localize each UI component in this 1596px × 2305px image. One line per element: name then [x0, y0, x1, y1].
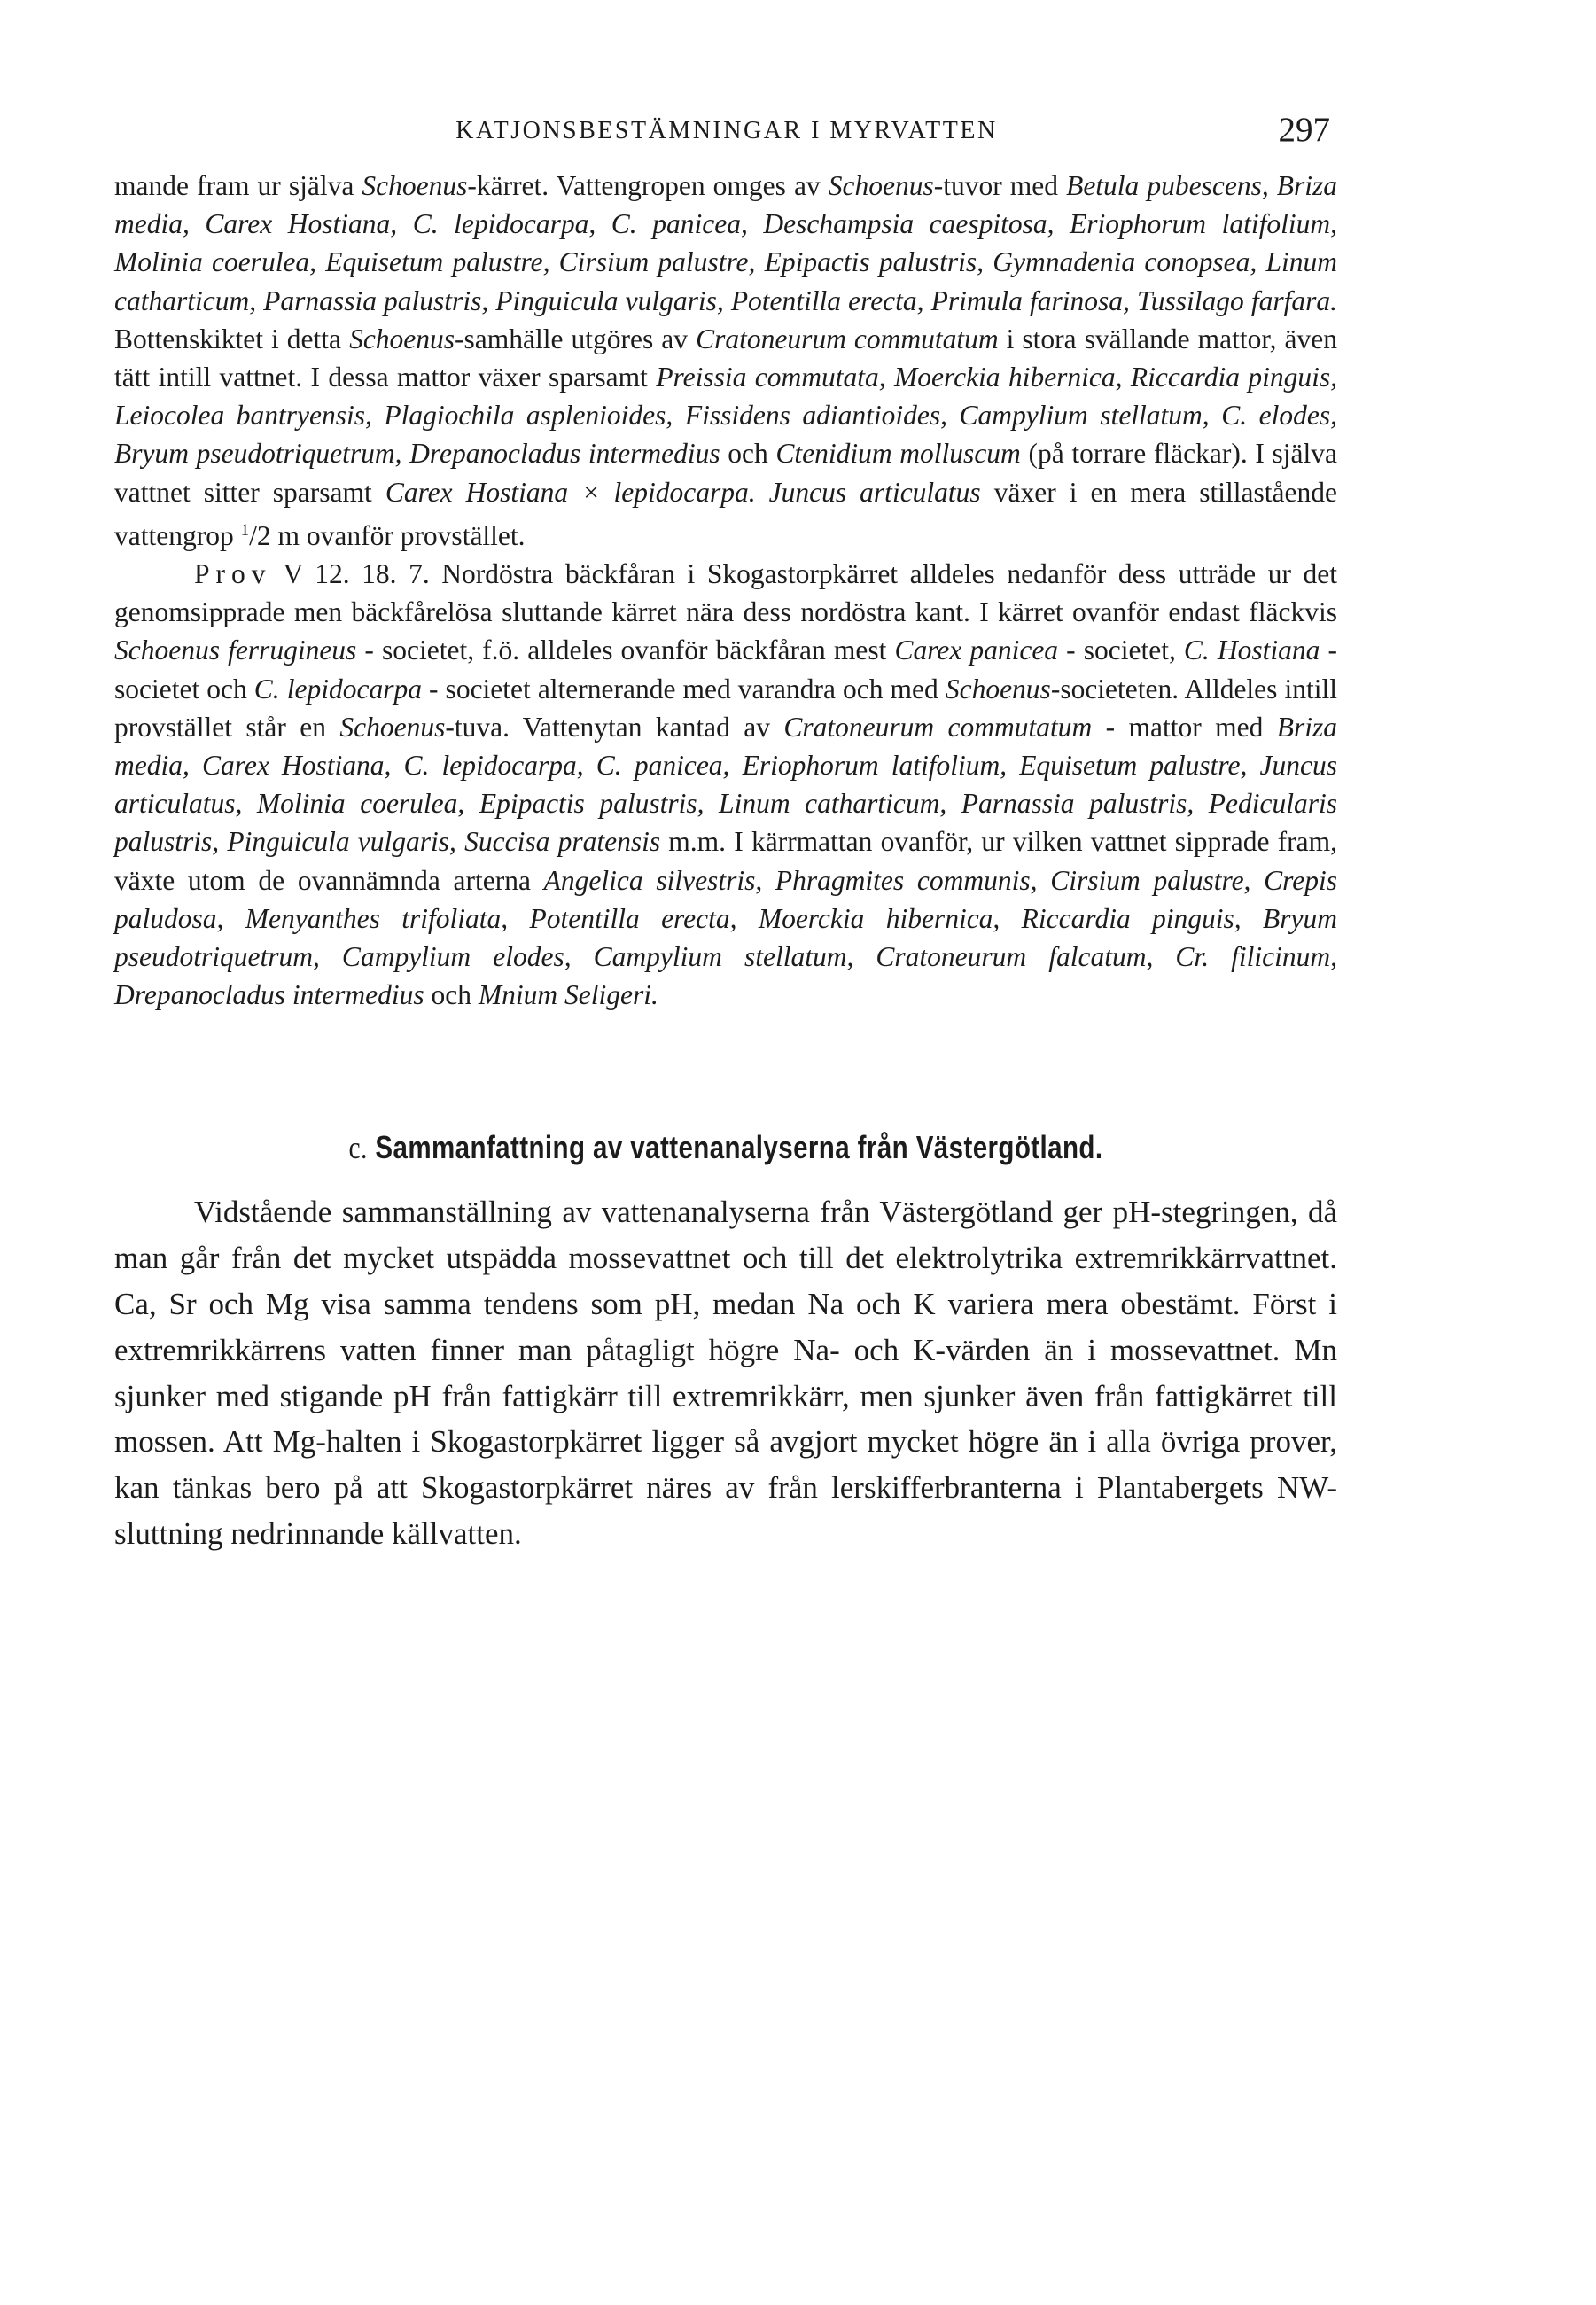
running-title: KATJONSBESTÄMNINGAR I MYRVATTEN: [455, 117, 998, 144]
italic-taxon: Carex panicea: [894, 635, 1059, 666]
paragraph-prov-v12: [114, 555, 1337, 1014]
italic-taxon: C. Hostiana: [1183, 635, 1320, 666]
paragraph-schoenus-description: [114, 167, 1337, 555]
italic-taxon: Schoenus: [362, 170, 468, 201]
text-run: och: [720, 438, 776, 470]
text-run: -tuva. Vattenytan kantad av: [445, 711, 784, 743]
text-run: - societet alternerande med varandra och med: [421, 673, 946, 705]
text-run: V 12. 18. 7. Nordöstra bäckfåran i Skogastorpkärret alldeles nedanför dess utträde ur det genomsipprade men bäckfårelösa sluttande kärret nära dess nordöstra kant. I kärret ovanför endast fläckvis: [114, 558, 1337, 628]
text-run: mande fram ur själva: [114, 170, 362, 201]
sample-label: Prov: [194, 558, 272, 590]
text-run: -societeten. Alldeles intill provstället står en: [114, 673, 1337, 743]
paragraph-summary: Vidstående sammanställning av vattenanalyserna från Västergötland ger pH-stegringen, då man går från det mycket utspädda mossevattnet och till det elektrolytrika extremrikkärrvattnet. Ca, Sr och Mg visa samma tendens som pH, medan Na och K variera mera obestämt. Först i extremrikkärrens vatten finner man påtagligt högre Na- och K-värden än i mossevattnet. Mn sjunker med stigande pH från fattigkärr till extremrikkärr, men sjunker även från fattigkärret till mossen. Att Mg-halten i Skogastorpkärret ligger så avgjort mycket högre än i alla övriga prover, kan tänkas bero på att Skogastorpkärret näres av från lerskifferbranterna i Plantabergets NW-sluttning nedrinnande källvatten.: [114, 1195, 1337, 1552]
text-run: och: [424, 979, 479, 1011]
text-run: Bottenskiktet i detta: [114, 323, 350, 354]
text-run: - societet,: [1058, 635, 1184, 666]
fraction-denominator: 2: [256, 519, 271, 551]
italic-taxon: Schoenus: [828, 170, 934, 201]
text-run: - mattor med: [1092, 711, 1277, 743]
page-number: 297: [1278, 111, 1330, 149]
text-run: -samhälle utgöres av: [455, 323, 697, 354]
fraction-slash: /: [249, 519, 257, 551]
italic-taxon: Schoenus ferrugineus: [114, 635, 357, 666]
text-run: - societet, f.ö. alldeles ovanför bäckfåran mest: [356, 635, 895, 666]
section-title: Sammanfattning av vattenanalyserna från Västergötland.: [375, 1129, 1103, 1166]
italic-taxon: Ctenidium molluscum: [775, 438, 1021, 470]
italic-taxon: Cratoneurum commutatum: [696, 323, 999, 354]
running-header: [123, 113, 1330, 149]
text-run: växer i en mera stillastående vattengrop: [114, 476, 1337, 551]
fraction-numerator: 1: [240, 520, 250, 540]
italic-species-list: Preissia commutata, Moerckia hibernica, Riccardia pinguis, Leiocolea bantryensis, Plagiochila asplenioides, Fissidens adiantioides, Campylium stellatum, C. elodes, Bryum pseudotriquetrum, Drepanocladus intermedius: [114, 362, 1337, 470]
page-body: [114, 167, 1337, 1557]
section-heading: [224, 1129, 1227, 1166]
italic-taxon: C. lepidocarpa: [253, 673, 422, 705]
italic-species-list: Angelica silvestris, Phragmites communis, Cirsium palustre, Crepis paludosa, Menyanthes trifoliata, Potentilla erecta, Moerckia hibernica, Riccardia pinguis, Bryum pseudotriquetrum, Campylium elodes, Campylium stellatum, Cratoneurum falcatum, Cr. filicinum, Drepanocladus intermedius: [114, 864, 1337, 1011]
section-letter: c.: [348, 1130, 368, 1166]
italic-species-list: Betula pubescens, Briza media, Carex Hostiana, C. lepidocarpa, C. panicea, Deschampsia caespitosa, Eriophorum latifolium, Molinia coerulea, Equisetum palustre, Cirsium palustre, Epipactis palustris, Gymnadenia conopsea, Linum catharticum, Parnassia palustris, Pinguicula vulgaris, Potentilla erecta, Primula farinosa, Tussilago farfara.: [114, 170, 1338, 316]
italic-taxon: Carex Hostiana × lepidocarpa. Juncus articulatus: [385, 476, 981, 508]
italic-taxon: Mnium Seligeri.: [478, 979, 658, 1011]
italic-taxon: Schoenus: [349, 323, 455, 354]
text-run: i stora svällande mattor, även tätt intill vattnet. I dessa mattor växer sparsamt: [114, 323, 1337, 393]
text-run: m ovanför provstället.: [270, 519, 526, 551]
italic-taxon: Cratoneurum commutatum: [783, 711, 1093, 743]
text-run: - societet och: [114, 635, 1338, 705]
text-run: (på torrare fläckar). I själva vattnet sitter sparsamt: [114, 438, 1337, 508]
italic-taxon: Schoenus: [945, 673, 1051, 705]
italic-species-list: Briza media, Carex Hostiana, C. lepidocarpa, C. panicea, Eriophorum latifolium, Equisetum palustre, Juncus articulatus, Molinia coerulea, Epipactis palustris, Linum catharticum, Parnassia palustris, Pedicularis palustris, Pinguicula vulgaris, Succisa pratensis: [114, 711, 1338, 858]
text-run: -tuvor med: [933, 170, 1067, 201]
text-run: m.m. I kärrmattan ovanför, ur vilken vattnet sipprade fram, växte utom de ovannämnda arterna: [114, 826, 1337, 896]
italic-taxon: Schoenus: [339, 711, 446, 743]
text-run: -kärret. Vattengropen omges av: [467, 170, 829, 201]
